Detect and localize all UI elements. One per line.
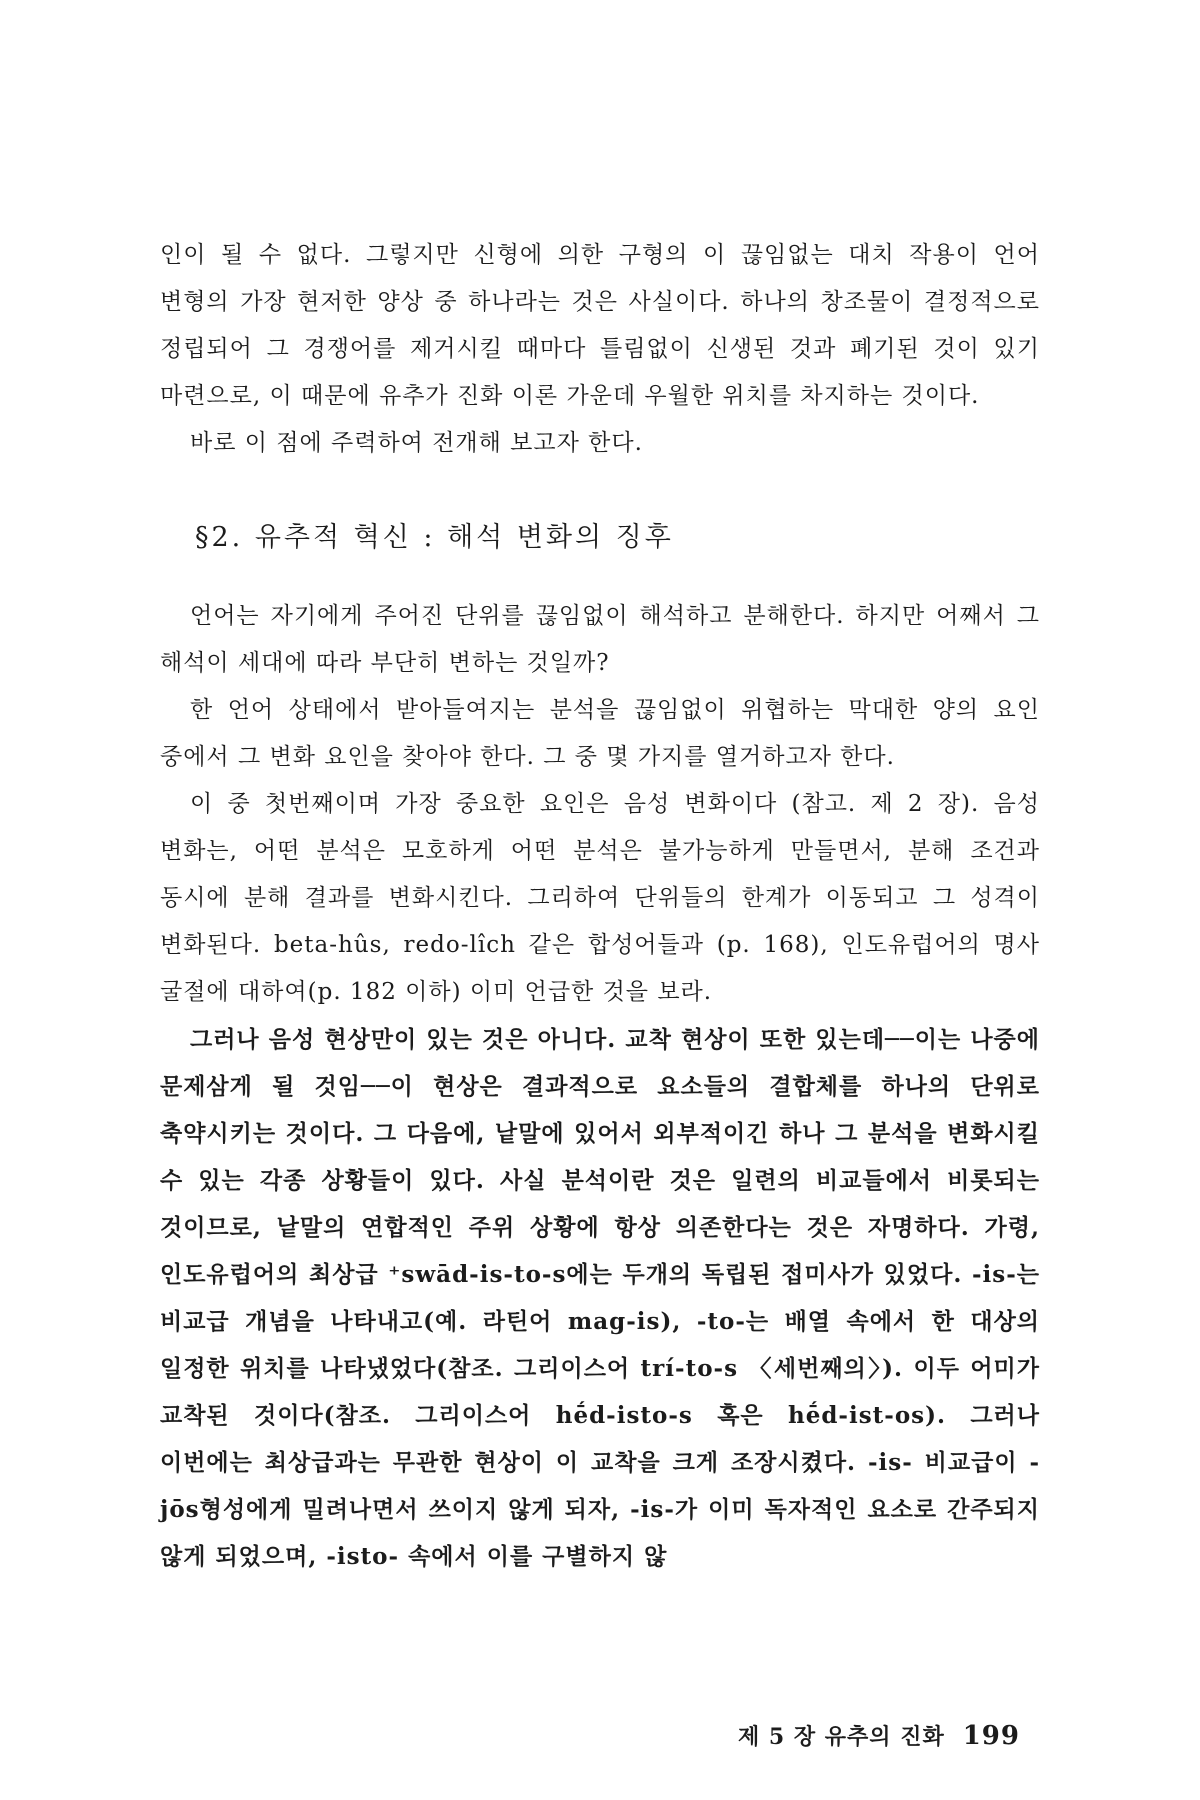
paragraph-4: 그러나 음성 현상만이 있는 것은 아니다. 교착 현상이 또한 있는데──이는 나중에 문제삼게 될 것임──이 현상은 결과적으로 요소들의 결합체를 하나의 단위로 축약시키는 것이다. 그 다음에, 낱말에 있어서 외부적이긴 하나 그 분석을 변화시킬 수 있는 각종 상황들이 있다. 사실 분석이란 것은 일련의 비교들에서 비롯되는 것이므로, 낱말의 연합적인 주위 상황에 항상 의존한다는 것은 자명하다. 가령, 인도유럽어의 최상급 ⁺swād-is-to-s에는 두개의 독립된 접미사가 있었다. -is-는 비교급 개념을 나타내고(예. 라틴어 mag-is), -to-는 배열 속에서 한 대상의 일정한 위치를 나타냈었다(참조. 그리이스어 trí-to-s 〈세번째의〉). 이두 어미가 교착된 것이다(참조. 그리이스어 hḗd-isto-s 혹은 hḗd-ist-os). 그러나 이번에는 최상급과는 무관한 현상이 이 교착을 크게 조장시켰다. -is- 비교급이 -jōs형성에게 밀려나면서 쓰이지 않게 되자, -is-가 이미 독자적인 요소로 간주되지 않게 되었으며, -isto- 속에서 이를 구별하지 않 (160, 1026, 1040, 1570)
page-footer (738, 1721, 1020, 1752)
section-heading: §2. 유추적 혁신 : 해석 변화의 징후 (195, 522, 674, 553)
paragraph-1: 언어는 자기에게 주어진 단위를 끊임없이 해석하고 분해한다. 하지만 어째서 그 해석이 세대에 따라 부단히 변하는 것일까? (160, 603, 1040, 676)
section-body (160, 593, 1040, 1580)
paragraph-continued: 인이 될 수 없다. 그렇지만 신형에 의한 구형의 이 끊임없는 대치 작용이 언어 변형의 가장 현저한 양상 중 하나라는 것은 사실이다. 하나의 창조물이 결정적으로 정립되어 그 경쟁어를 제거시킬 때마다 틀림없이 신생된 것과 폐기된 것이 있기 마련으로, 이 때문에 유추가 진화 이론 가운데 우월한 위치를 차지하는 것이다. (160, 242, 1040, 409)
paragraph-2: 한 언어 상태에서 받아들여지는 분석을 끊임없이 위협하는 막대한 양의 요인 중에서 그 변화 요인을 찾아야 한다. 그 중 몇 가지를 열거하고자 한다. (160, 697, 1040, 770)
paragraph-focus: 바로 이 점에 주력하여 전개해 보고자 한다. (190, 430, 643, 456)
running-head: 제 5 장 유추의 진화 (738, 1724, 945, 1750)
paragraph-3: 이 중 첫번째이며 가장 중요한 요인은 음성 변화이다 (참고. 제 2 장). 음성 변화는, 어떤 분석은 모호하게 어떤 분석은 불가능하게 만들면서, 분해 조건과 동시에 분해 결과를 변화시킨다. 그리하여 단위들의 한계가 이동되고 그 성격이 변화된다. beta-hûs, redo-lîch 같은 합성어들과 (p. 168), 인도유럽어의 명사 굴절에 대하여(p. 182 이하) 이미 언급한 것을 보라. (160, 791, 1040, 1005)
page-number: 199 (962, 1721, 1020, 1751)
intro-text (160, 232, 1040, 467)
